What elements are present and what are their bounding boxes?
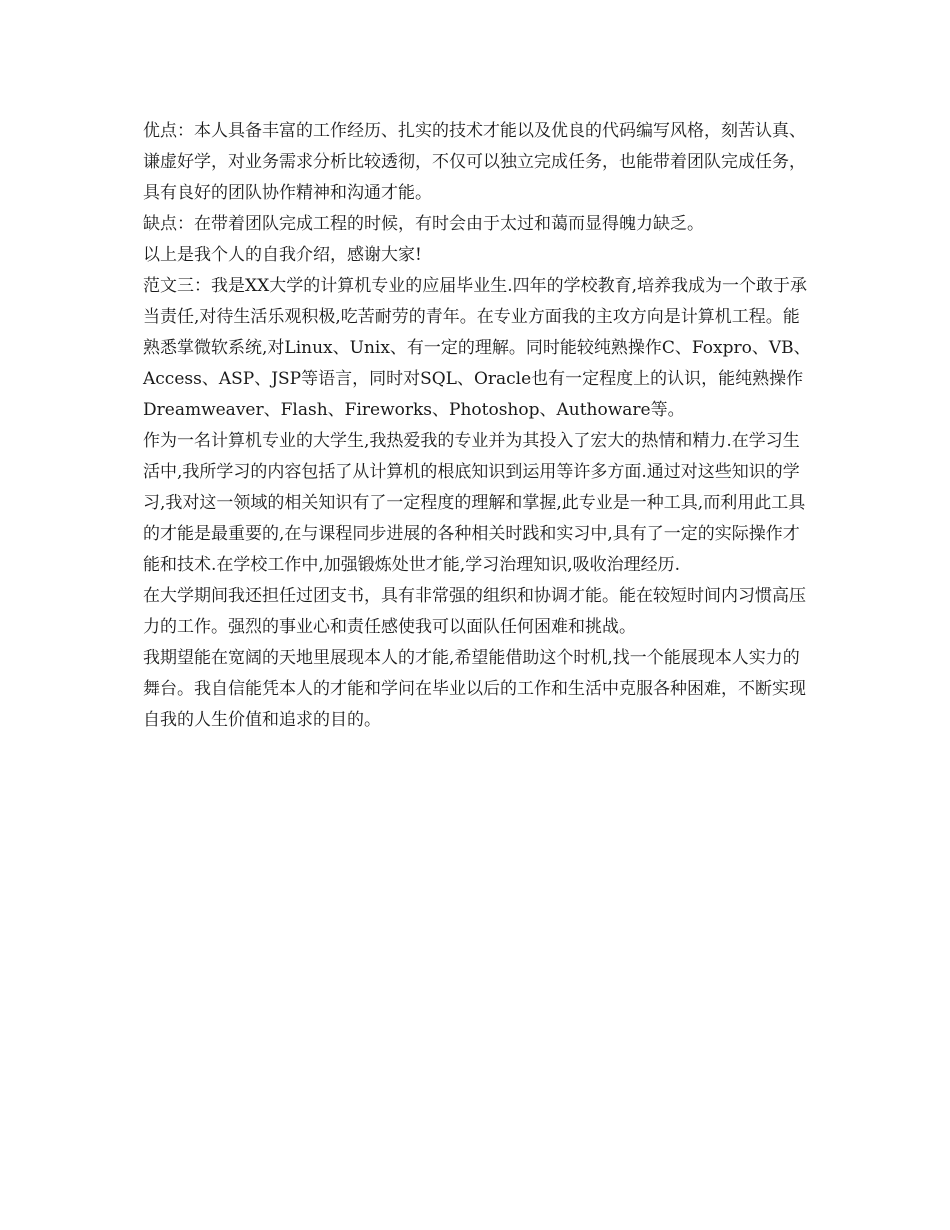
paragraph-aspiration: 我期望能在宽阔的天地里展现本人的才能,希望能借助这个时机,找一个能展现本人实力的舞台。我自信能凭本人的才能和学问在毕业以后的工作和生活中克服各种困难，不断实现自我的人生价值和追求的目的。 [143, 648, 806, 730]
paragraph-weaknesses: 缺点：在带着团队完成工程的时候，有时会由于太过和蔼而显得魄力缺乏。 [143, 214, 704, 234]
paragraph-university: 在大学期间我还担任过团支书，具有非常强的组织和协调才能。能在较短时间内习惯高压力的工作。强烈的事业心和责任感使我可以面队任何困难和挑战。 [143, 586, 806, 637]
paragraph-sample-three: 范文三：我是XX大学的计算机专业的应届毕业生.四年的学校教育,培养我成为一个敢于承当责任,对待生活乐观积极,吃苦耐劳的青年。在专业方面我的主攻方向是计算机工程。能熟悉掌微软系统,对Linux、Unix、有一定的理解。同时能较纯熟操作C、Foxpro、VB、Access、ASP、JSP等语言，同时对SQL、Oracle也有一定程度上的认识，能纯熟操作Dreamweaver、Flash、Fireworks、Photoshop、Authoware等。 [143, 276, 811, 420]
document-body [143, 116, 813, 736]
paragraph-closing: 以上是我个人的自我介绍，感谢大家! [143, 245, 422, 265]
paragraph-study: 作为一名计算机专业的大学生,我热爱我的专业并为其投入了宏大的热情和精力.在学习生活中,我所学习的内容包括了从计算机的根底知识到运用等许多方面.通过对这些知识的学习,我对这一领域的相关知识有了一定程度的理解和掌握,此专业是一种工具,而利用此工具的才能是最重要的,在与课程同步进展的各种相关时践和实习中,具有了一定的实际操作才能和技术.在学校工作中,加强锻炼处世才能,学习治理知识,吸收治理经历. [143, 431, 806, 575]
paragraph-strengths: 优点：本人具备丰富的工作经历、扎实的技术才能以及优良的代码编写风格，刻苦认真、谦虚好学，对业务需求分析比较透彻，不仅可以独立完成任务，也能带着团队完成任务，具有良好的团队协作精神和沟通才能。 [143, 121, 806, 203]
